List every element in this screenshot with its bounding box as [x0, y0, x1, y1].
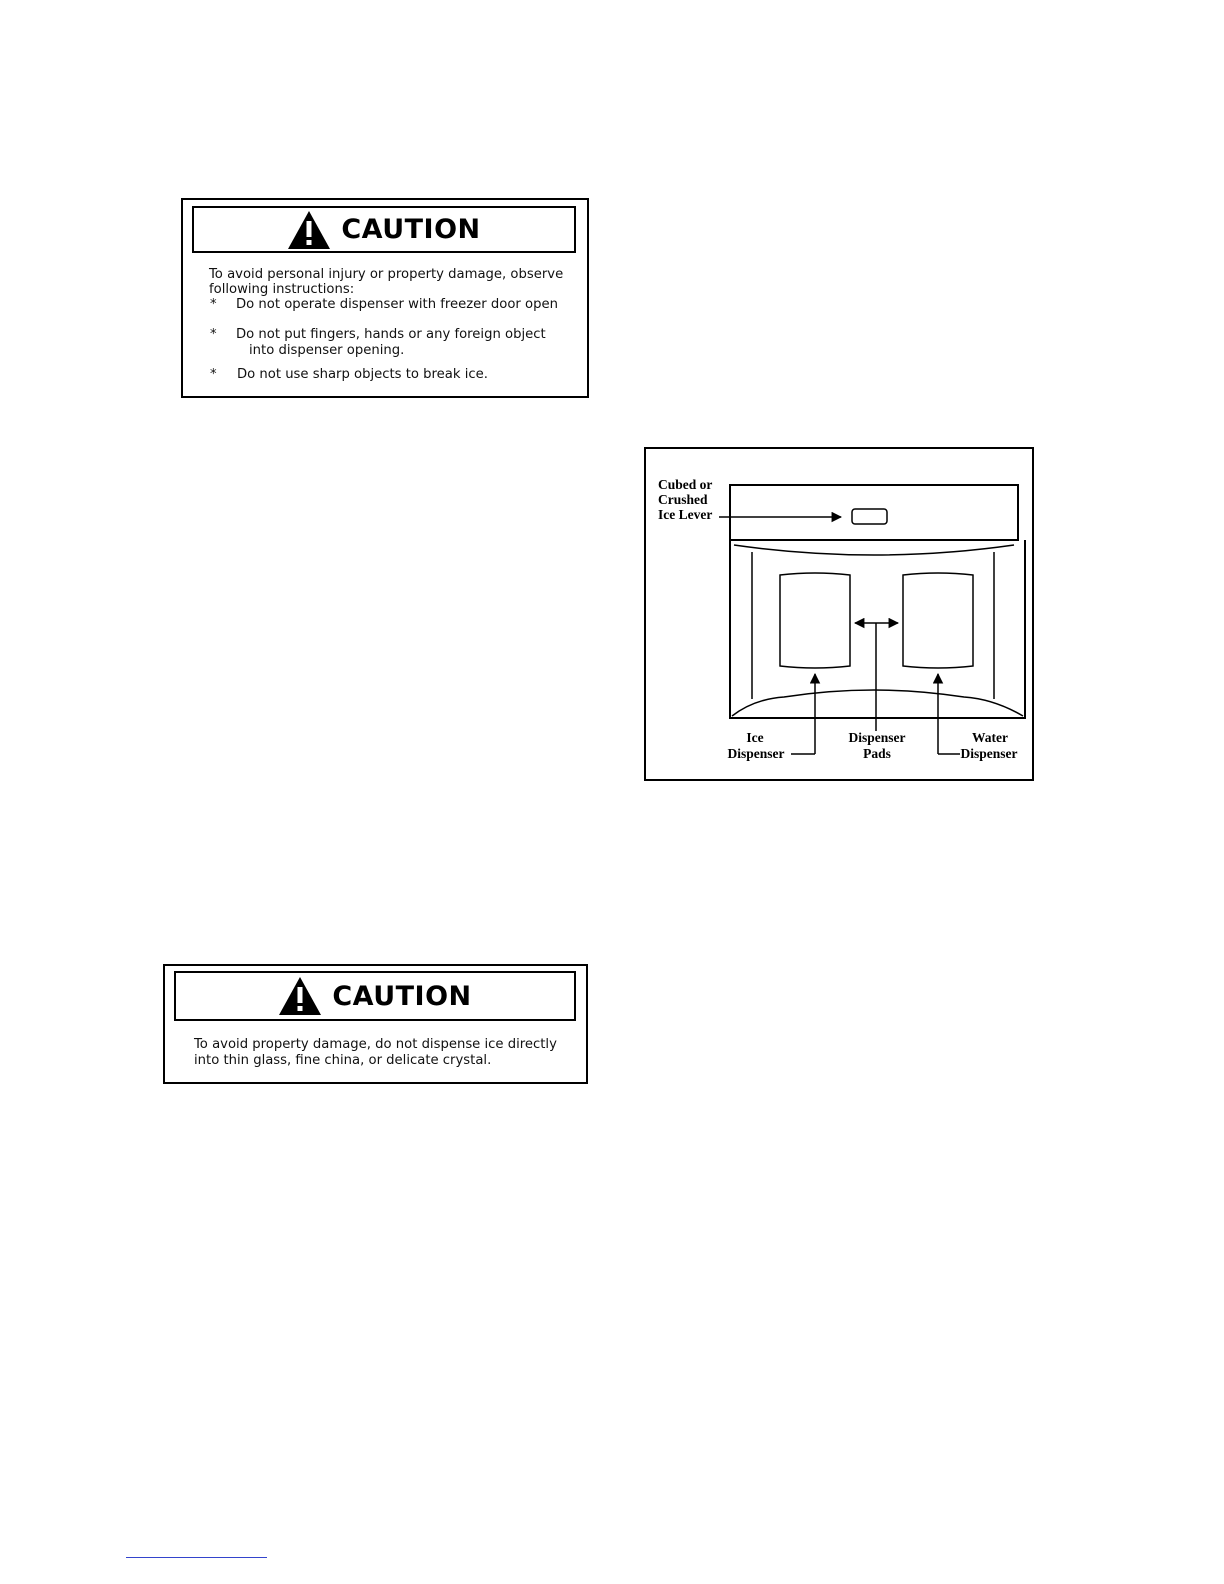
dispenser-illustration: [644, 447, 1034, 781]
caution-body: [165, 966, 586, 1082]
ice-lever-button: [852, 509, 887, 524]
bullet-mark: *: [210, 367, 217, 382]
lever-label-line2: Crushed: [658, 492, 708, 507]
caution-line1: To avoid property damage, do not dispense ice directly: [194, 1037, 557, 1052]
caution-item-2-line2: into dispenser opening.: [249, 343, 405, 358]
caution-line2: into thin glass, fine china, or delicate crystal.: [194, 1053, 492, 1068]
caution-box-dispenser-safety: [181, 198, 589, 398]
ice-label-line2: Dispenser: [727, 746, 785, 761]
caution-item-2-line1: Do not put fingers, hands or any foreign object: [236, 327, 546, 342]
pads-label-line2: Pads: [863, 746, 891, 761]
water-label-line2: Dispenser: [960, 746, 1018, 761]
bullet-mark: *: [210, 297, 217, 312]
water-dispenser-pad: [903, 573, 973, 668]
caution-title: CAUTION: [332, 980, 472, 1012]
dispenser-diagram: [644, 447, 1034, 781]
bullet-mark: *: [210, 327, 217, 342]
footnote-separator: [126, 1557, 267, 1558]
lever-label-line3: Ice Lever: [658, 507, 713, 522]
dispenser-recess: [730, 540, 1025, 718]
pads-label-line1: Dispenser: [848, 730, 906, 745]
caution-item-1: Do not operate dispenser with freezer door open: [236, 297, 558, 312]
caution-intro-line2: following instructions:: [209, 282, 355, 297]
caution-body: [183, 200, 587, 396]
ice-dispenser-pad: [780, 573, 850, 668]
caution-item-3: Do not use sharp objects to break ice.: [237, 367, 488, 382]
caution-title: CAUTION: [341, 214, 481, 245]
ice-label-line1: Ice: [746, 730, 764, 745]
caution-box-glassware: [163, 964, 588, 1084]
caution-intro-line1: To avoid personal injury or property damage, observe: [209, 267, 564, 282]
water-label-line1: Water: [972, 730, 1008, 745]
lever-label-line1: Cubed or: [658, 477, 713, 492]
